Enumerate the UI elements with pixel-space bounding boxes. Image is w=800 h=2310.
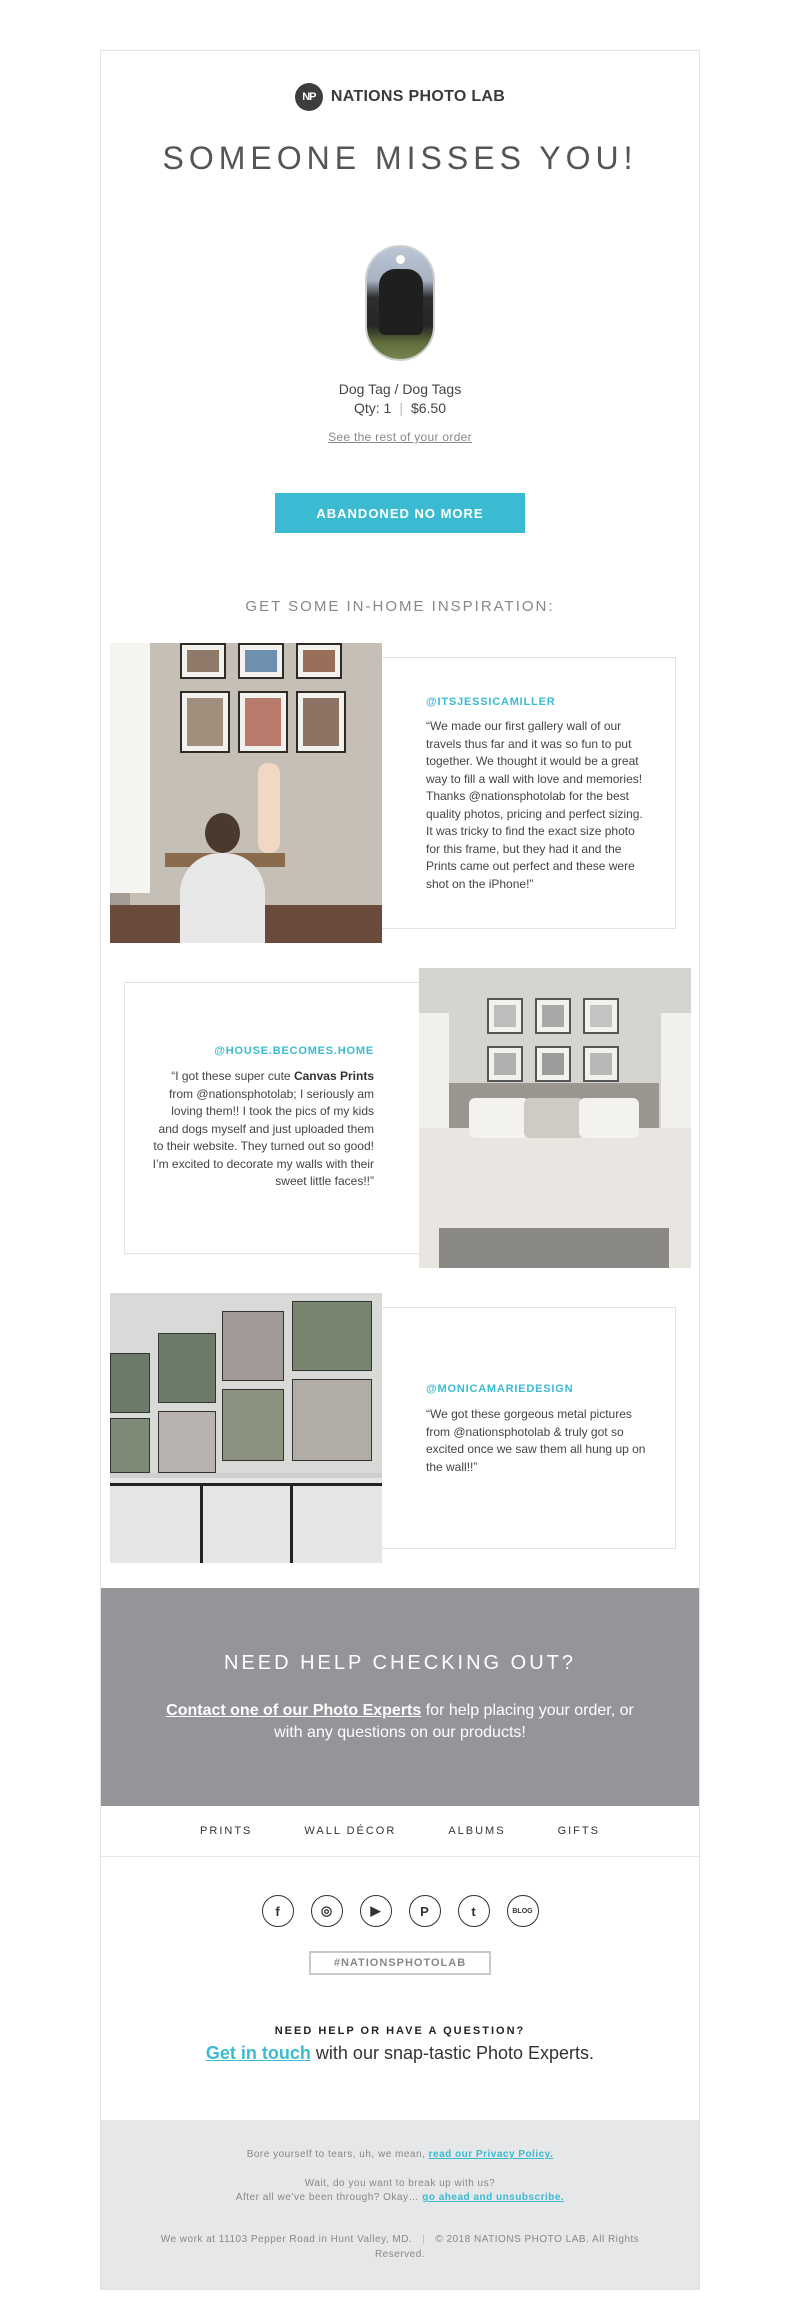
quote-text: from @nationsphotolab; I seriously am loving them!! I took the pics of my kids and dogs myself and just uploaded them to their website. They turned out so good! I’m excited to decorate my walls with their sweet little faces!!” xyxy=(152,1086,374,1188)
twitter-icon[interactable]: t xyxy=(458,1895,490,1927)
product-qty-price xyxy=(0,400,800,416)
photo-pillow xyxy=(469,1098,529,1138)
inspiration-title: GET SOME IN-HOME INSPIRATION: xyxy=(245,598,555,615)
question-body: with our snap-tastic Photo Experts. xyxy=(310,2043,595,2063)
separator: | xyxy=(399,400,403,416)
privacy-text: Bore yourself to tears, uh, we mean, xyxy=(246,2149,429,2160)
product-name: Dog Tag / Dog Tags xyxy=(338,381,462,397)
metal-print xyxy=(292,1379,372,1461)
tag-hole xyxy=(396,255,405,264)
photo-rail xyxy=(110,1478,382,1563)
unsubscribe-link[interactable]: go ahead and unsubscribe. xyxy=(422,2192,565,2203)
feature-quote-2 xyxy=(152,1068,374,1191)
privacy-line xyxy=(0,2149,800,2160)
frame-photo xyxy=(238,691,288,753)
photo-pillow xyxy=(524,1098,584,1138)
nav-gifts[interactable]: GIFTS xyxy=(557,1825,600,1837)
photo-shutter xyxy=(661,1013,691,1133)
frame-photo xyxy=(180,691,230,753)
metal-print xyxy=(110,1353,150,1413)
help-title: NEED HELP CHECKING OUT? xyxy=(223,1652,577,1674)
quote-text: “I got these super cute xyxy=(171,1069,294,1083)
metal-print xyxy=(292,1301,372,1371)
photo-shutter xyxy=(419,1013,449,1133)
photo-window xyxy=(110,643,150,893)
blog-icon[interactable]: BLOG xyxy=(507,1895,539,1927)
get-in-touch-link[interactable]: Get in touch xyxy=(205,2043,311,2063)
nav-prints[interactable]: PRINTS xyxy=(200,1825,253,1837)
quote-bold-text: Canvas Prints xyxy=(293,1069,374,1083)
product-price: $6.50 xyxy=(410,400,447,416)
photo-post xyxy=(200,1483,203,1563)
logo-mark-icon: NP xyxy=(295,83,323,111)
photo-pillow xyxy=(579,1098,639,1138)
photo-railbar xyxy=(110,1483,382,1486)
separator: | xyxy=(422,2234,426,2245)
address-copyright xyxy=(140,2232,660,2262)
photo-post xyxy=(290,1483,293,1563)
bedroom-canvas-photo[interactable] xyxy=(419,968,691,1268)
feature-handle-2[interactable]: @HOUSE.BECOMES.HOME xyxy=(214,1045,374,1057)
nav-wall-decor[interactable]: WALL DÉCOR xyxy=(304,1825,397,1837)
see-rest-of-order-link[interactable]: See the rest of your order xyxy=(328,430,472,444)
dog-photo xyxy=(379,269,423,335)
metal-print xyxy=(222,1389,284,1461)
canvas-photo xyxy=(535,1046,571,1082)
frame-photo xyxy=(296,643,342,679)
metal-print xyxy=(222,1311,284,1381)
unsubscribe-block xyxy=(0,2177,800,2205)
photo-man-head xyxy=(205,813,240,853)
help-banner xyxy=(101,1588,699,1806)
canvas-photo xyxy=(487,1046,523,1082)
frame-photo xyxy=(238,643,284,679)
question-text xyxy=(0,2043,800,2064)
help-body: for help placing your order, or with any questions on our products! xyxy=(274,1702,634,1741)
abandoned-no-more-button[interactable]: ABANDONED NO MORE xyxy=(275,493,525,533)
feature-handle-1[interactable]: @ITSJESSICAMILLER xyxy=(426,696,556,708)
social-links xyxy=(0,1895,800,1927)
hashtag-badge[interactable]: #NATIONSPHOTOLAB xyxy=(309,1951,491,1975)
metal-print xyxy=(158,1333,216,1403)
facebook-icon[interactable]: f xyxy=(262,1895,294,1927)
product-qty: Qty: 1 xyxy=(353,400,392,416)
frame-photo xyxy=(180,643,226,679)
gallery-wall-photo[interactable] xyxy=(110,643,382,943)
address-text: We work at 11103 Pepper Road in Hunt Valley, MD. xyxy=(160,2234,413,2245)
pinterest-icon[interactable]: P xyxy=(409,1895,441,1927)
nav-albums[interactable]: ALBUMS xyxy=(448,1825,506,1837)
feature-handle-3[interactable]: @MONICAMARIEDESIGN xyxy=(426,1383,574,1395)
brand-logo[interactable] xyxy=(0,80,800,114)
instagram-icon[interactable]: ◎ xyxy=(311,1895,343,1927)
canvas-photo xyxy=(583,998,619,1034)
photo-bench xyxy=(439,1228,669,1268)
product-image-dog-tag[interactable] xyxy=(365,245,435,361)
feature-quote-1: “We made our first gallery wall of our travels thus far and it was so fun to put together. We thought it would be a great way to fill a wall with love and memories! Thanks @nationsphotolab for the best quality photos, pricing and perfect sizing. It was tricky to find the exact size photo for this frame, but they had it and the Prints came out perfect and these were shot on the iPhone!” xyxy=(426,719,643,891)
photo-man xyxy=(180,853,265,943)
youtube-icon[interactable]: ▶ xyxy=(360,1895,392,1927)
canvas-photo xyxy=(535,998,571,1034)
canvas-photo xyxy=(583,1046,619,1082)
frame-photo xyxy=(296,691,346,753)
footer-nav xyxy=(101,1806,699,1857)
unsubscribe-line-1: Wait, do you want to break up with us? xyxy=(304,2178,496,2189)
metal-print xyxy=(158,1411,216,1473)
feature-quote-3: “We got these gorgeous metal pictures from @nationsphotolab & truly got so excited once we saw them all hung up on the wall!!” xyxy=(426,1407,646,1474)
metal-prints-photo[interactable] xyxy=(110,1293,382,1563)
metal-print xyxy=(110,1418,150,1473)
contact-experts-link[interactable]: Contact one of our Photo Experts xyxy=(166,1702,422,1719)
headline: SOMEONE MISSES YOU! xyxy=(162,140,638,176)
unsubscribe-line-2 xyxy=(0,2191,800,2205)
help-text xyxy=(150,1700,650,1744)
canvas-photo xyxy=(487,998,523,1034)
unsubscribe-text: After all we’ve been through? Okay… xyxy=(235,2192,423,2203)
photo-child xyxy=(258,763,280,853)
privacy-policy-link[interactable]: read our Privacy Policy. xyxy=(428,2149,554,2160)
copyright-text: © 2018 NATIONS PHOTO LAB. All Rights Reserved. xyxy=(374,2234,640,2260)
brand-name: NATIONS PHOTO LAB xyxy=(330,88,506,105)
question-title: NEED HELP OR HAVE A QUESTION? xyxy=(274,2025,526,2037)
